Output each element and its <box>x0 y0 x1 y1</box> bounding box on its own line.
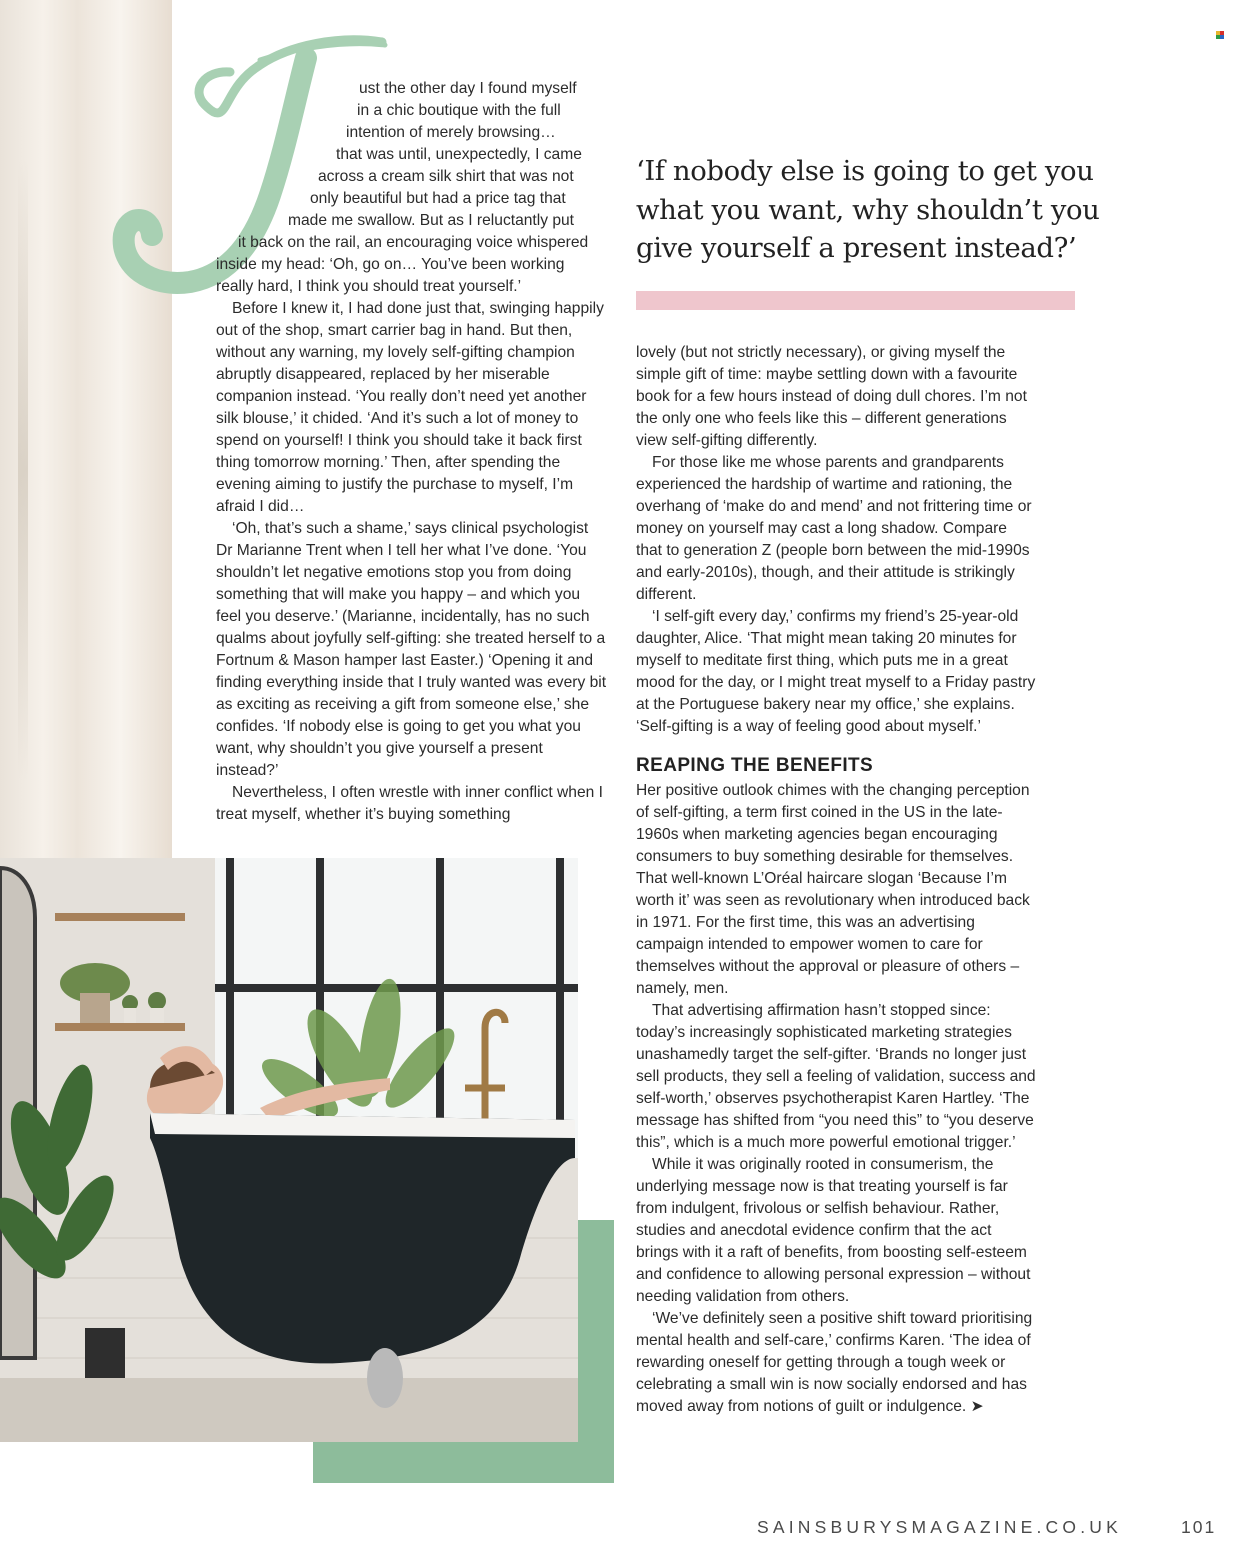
footer-website: SAINSBURYSMAGAZINE.CO.UK <box>757 1517 1122 1537</box>
intro-line: only beautiful but had a price tag that <box>310 190 566 207</box>
intro-line: really hard, I think you should treat yourself.’ <box>216 278 522 295</box>
bathroom-photo <box>0 858 578 1442</box>
body-paragraph: Before I knew it, I had done just that, swinging happily out of the shop, smart carrier bag in hand. But then, without any warning, my lovely self-gifting champion abruptly disappeared, replaced by her miserable companion instead. ‘You really don’t need yet another silk blouse,’ it chided. ‘And it’s such a lot of money to spend on yourself! I think you should take it back first thing tomorrow morning.’ Then, after spending the evening aiming to justify the purchase to myself, I’m afraid I did… <box>216 300 604 515</box>
body-paragraph: Nevertheless, I often wrestle with inner conflict when I treat myself, whether it’s buying something <box>216 784 603 823</box>
body-paragraph: ‘We’ve definitely seen a positive shift toward prioritising mental health and self-care,’ confirms Karen. ‘The idea of rewarding oneself for getting through a tough week or celebrating a small win is now socially endorsed and has moved away from notions of guilt or indulgence. ➤ <box>636 1310 1033 1415</box>
intro-line: made me swallow. But as I reluctantly put <box>288 212 575 229</box>
intro-line: intention of merely browsing… <box>346 124 556 141</box>
intro-line: across a cream silk shirt that was not <box>318 168 574 185</box>
intro-line: inside my head: ‘Oh, go on… You’ve been working <box>216 256 565 273</box>
body-paragraph: ‘I self-gift every day,’ confirms my friend’s 25-year-old daughter, Alice. ‘That might mean taking 20 minutes for myself to meditate first thing, which puts me in a great mood for the day, or I might treat myself to a Friday pastry at the Portuguese bakery near my office,’ she explains. ‘Self-gifting is a way of feeling good about myself.’ <box>636 608 1036 735</box>
section-heading: REAPING THE BENEFITS <box>636 755 874 776</box>
intro-line: ust the other day I found myself <box>359 80 577 97</box>
page-number: 101 <box>1181 1517 1217 1537</box>
bathtub-illustration <box>0 858 578 1442</box>
body-paragraph: Her positive outlook chimes with the changing perception of self-gifting, a term first coined in the US in the late-1960s when marketing agencies began encouraging consumers to buy something desirable for themselves. That well-known L’Oréal haircare slogan ‘Because I’m worth it’ was seen as revolutionary when introduced back in 1971. For the first time, this was an advertising campaign intended to empower women to care for themselves without the approval or pleasure of others – namely, men. <box>636 782 1030 997</box>
intro-line: in a chic boutique with the full <box>357 102 561 119</box>
left-column <box>216 298 608 826</box>
right-column <box>636 342 1036 1418</box>
intro-line: that was until, unexpectedly, I came <box>336 146 582 163</box>
body-paragraph: For those like me whose parents and grandparents experienced the hardship of wartime and rationing, the overhang of ‘make do and mend’ and not frittering time or money on yourself may cast a long shadow. Compare that to generation Z (people born between the mid-1990s and early-2010s), though, and their attitude is strikingly different. <box>636 454 1032 603</box>
body-paragraph: That advertising affirmation hasn’t stopped since: today’s increasingly sophisticated marketing strategies unashamedly target the self-gifter. ‘Brands no longer just sell products, they sell a feeling of validation, success and self-worth,’ observes psychotherapist Karen Hartley. ‘The message has shifted from “you need this” to “you deserve this”, which is a much more powerful emotional trigger.’ <box>636 1002 1036 1151</box>
body-paragraph: ‘Oh, that’s such a shame,’ says clinical psychologist Dr Marianne Trent when I tell her what I’ve done. ‘You shouldn’t let negative emotions stop you from doing something that will make you happy – and which you feel you deserve.’ (Marianne, incidentally, has no such qualms about joyfully self-gifting: she treated herself to a Fortnum & Mason hamper last Easter.) ‘Opening it and finding everything inside that I truly wanted was every bit as exciting as receiving a gift from someone else,’ she confides. ‘If nobody else is going to get you what you want, why shouldn’t you give yourself a present instead?’ <box>216 520 607 779</box>
corner-color-mark <box>1216 31 1224 39</box>
pull-quote: ‘If nobody else is going to get you what you want, why shouldn’t you give yourself a present instead?’ <box>636 155 1100 264</box>
body-paragraph: lovely (but not strictly necessary), or giving myself the simple gift of time: maybe settling down with a favourite book for a few hours instead of doing dull chores. I’m not the only one who feels like this – different generations view self-gifting differently. <box>636 344 1027 449</box>
intro-line: it back on the rail, an encouraging voice whispered <box>238 234 589 251</box>
body-paragraph: While it was originally rooted in consumerism, the underlying message now is that treating yourself is far from indulgent, frivolous or selfish behaviour. Rather, studies and anecdotal evidence confirm that the act brings with it a raft of benefits, from boosting self-esteem and confidence to allowing personal expression – without needing validation from others. <box>636 1156 1031 1305</box>
pull-quote-underline <box>636 291 1075 310</box>
